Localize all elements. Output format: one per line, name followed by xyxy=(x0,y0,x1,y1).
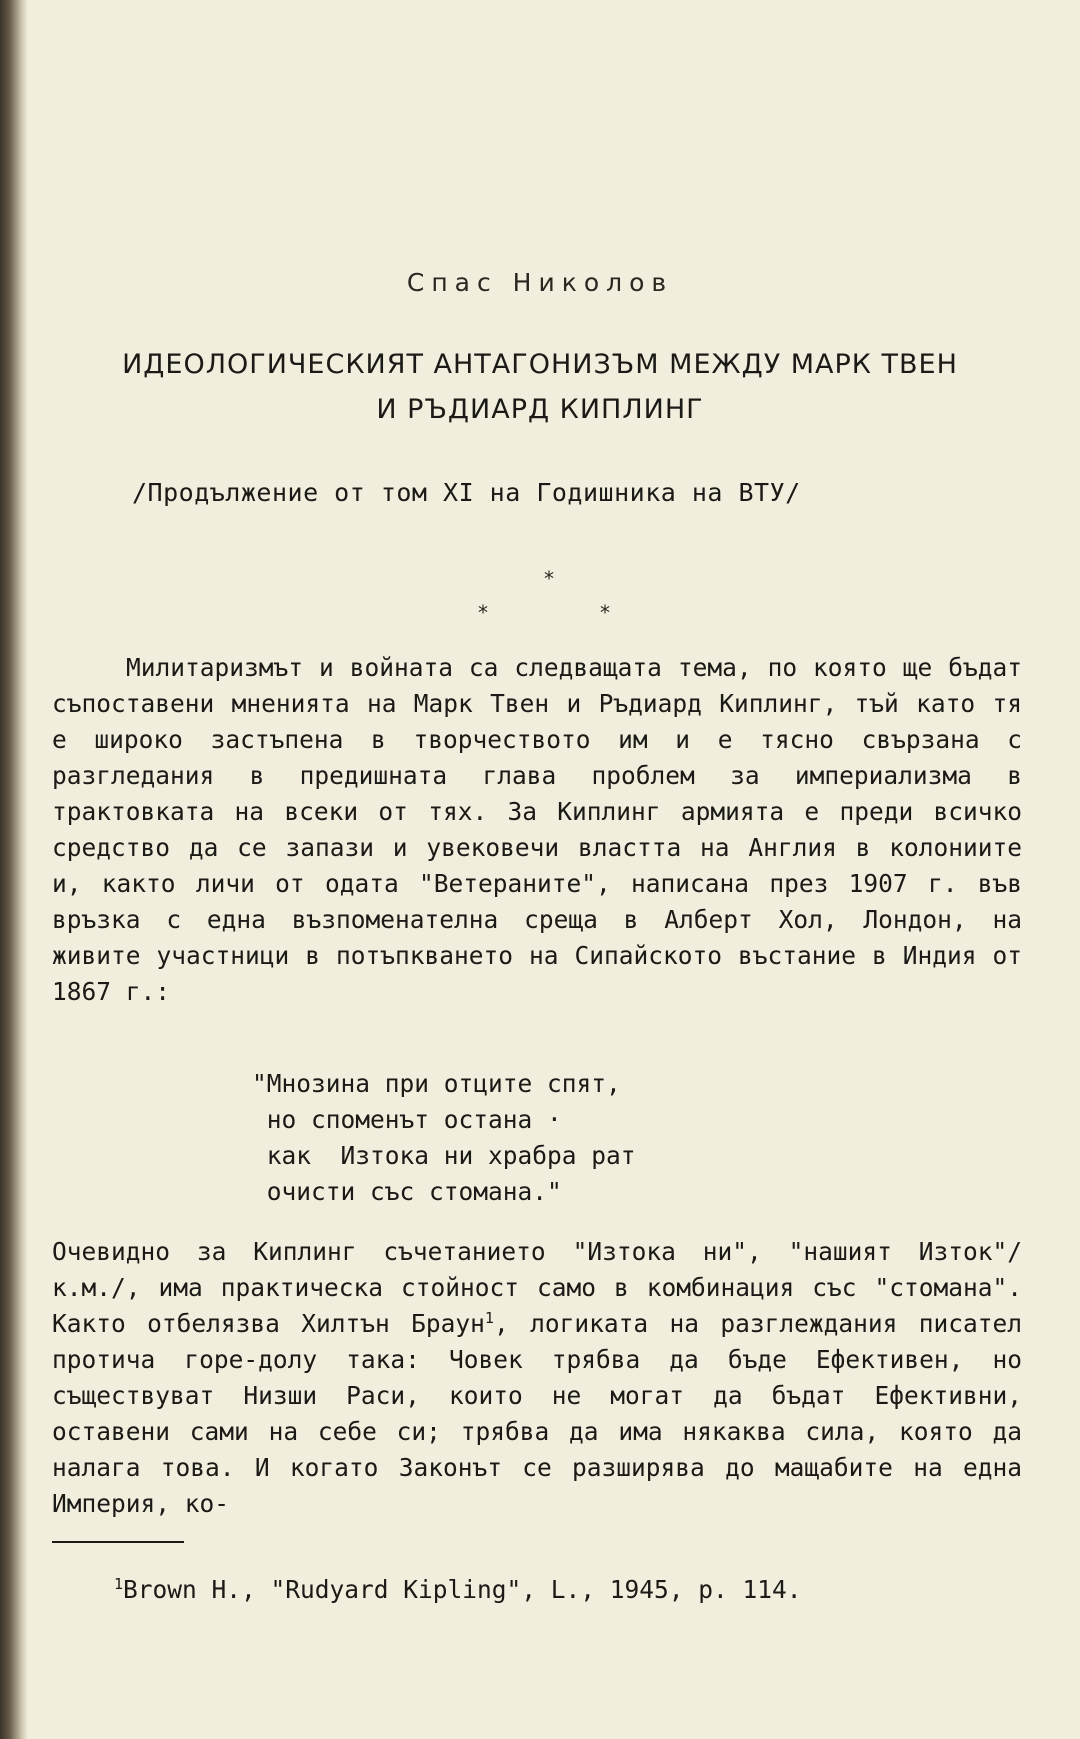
asterism-star: ⁎ xyxy=(544,560,554,584)
footnote xyxy=(114,1575,802,1604)
footnote-marker: 1 xyxy=(114,1574,124,1593)
continuation-note: /Продължение от том XI на Годишника на ВТУ/ xyxy=(132,478,801,507)
poem-line: как Изтока ни храбра рат xyxy=(252,1141,636,1170)
article-title-line-1: ИДЕОЛОГИЧЕСКИЯТ АНТАГОНИЗЪМ МЕЖДУ МАРК ТВЕН xyxy=(122,349,958,380)
footnote-text: Brown H., "Rudyard Kipling", L., 1945, p. 114. xyxy=(123,1575,802,1604)
paragraph-text: , логиката на разглеждания писател протича горе-долу така: Човек трябва да бъде Ефективен, но съществуват Низши Раси, които не могат да бъдат Ефективни, оставени сами на себе си; трябва да има някаква сила, която да налага това. И когато Законът се разширява до мащабите на една Империя, ко- xyxy=(52,1309,1022,1518)
asterism-star: ⁎ xyxy=(600,594,610,618)
footnote-reference: 1 xyxy=(484,1308,494,1327)
article-title-line-2: И РЪДИАРД КИПЛИНГ xyxy=(376,394,704,425)
paragraph-text: Очевидно за Киплинг съчетанието "Изтока ни", "нашият Изток"/к.м./, има практическа стойност само в комбинация със "стомана". Както отбелязва Хилтън Браун xyxy=(52,1237,1022,1338)
poem-line: очисти със стомана." xyxy=(252,1177,562,1206)
section-separator xyxy=(0,560,1080,640)
body-paragraph-2 xyxy=(52,1234,1022,1522)
poem-line: но споменът остана · xyxy=(252,1105,562,1134)
poem-line: "Мнозина при отците спят, xyxy=(252,1069,621,1098)
poem-quote xyxy=(252,1066,772,1210)
footnote-divider xyxy=(52,1541,184,1543)
asterism-star: ⁎ xyxy=(478,594,488,618)
body-paragraph-1: Милитаризмът и войната са следващата тема, по която ще бъдат съпоставени мненията на Марк Твен и Ръдиард Киплинг, тъй като тя е широко застъпена в творчеството им и е тясно свързана с разгледания в предишната глава проблем за империализма в трактовката на всеки от тях. За Киплинг армията е преди всичко средство да се запази и увековечи властта на Англия в колониите и, както личи от одата "Ветераните", написана през 1907 г. във връзка с една възпоменателна среща в Алберт Хол, Лондон, на живите участници в потъпкването на Сипайското въстание в Индия от 1867 г.: xyxy=(52,653,1022,1006)
author-name: Спас Николов xyxy=(406,268,674,297)
